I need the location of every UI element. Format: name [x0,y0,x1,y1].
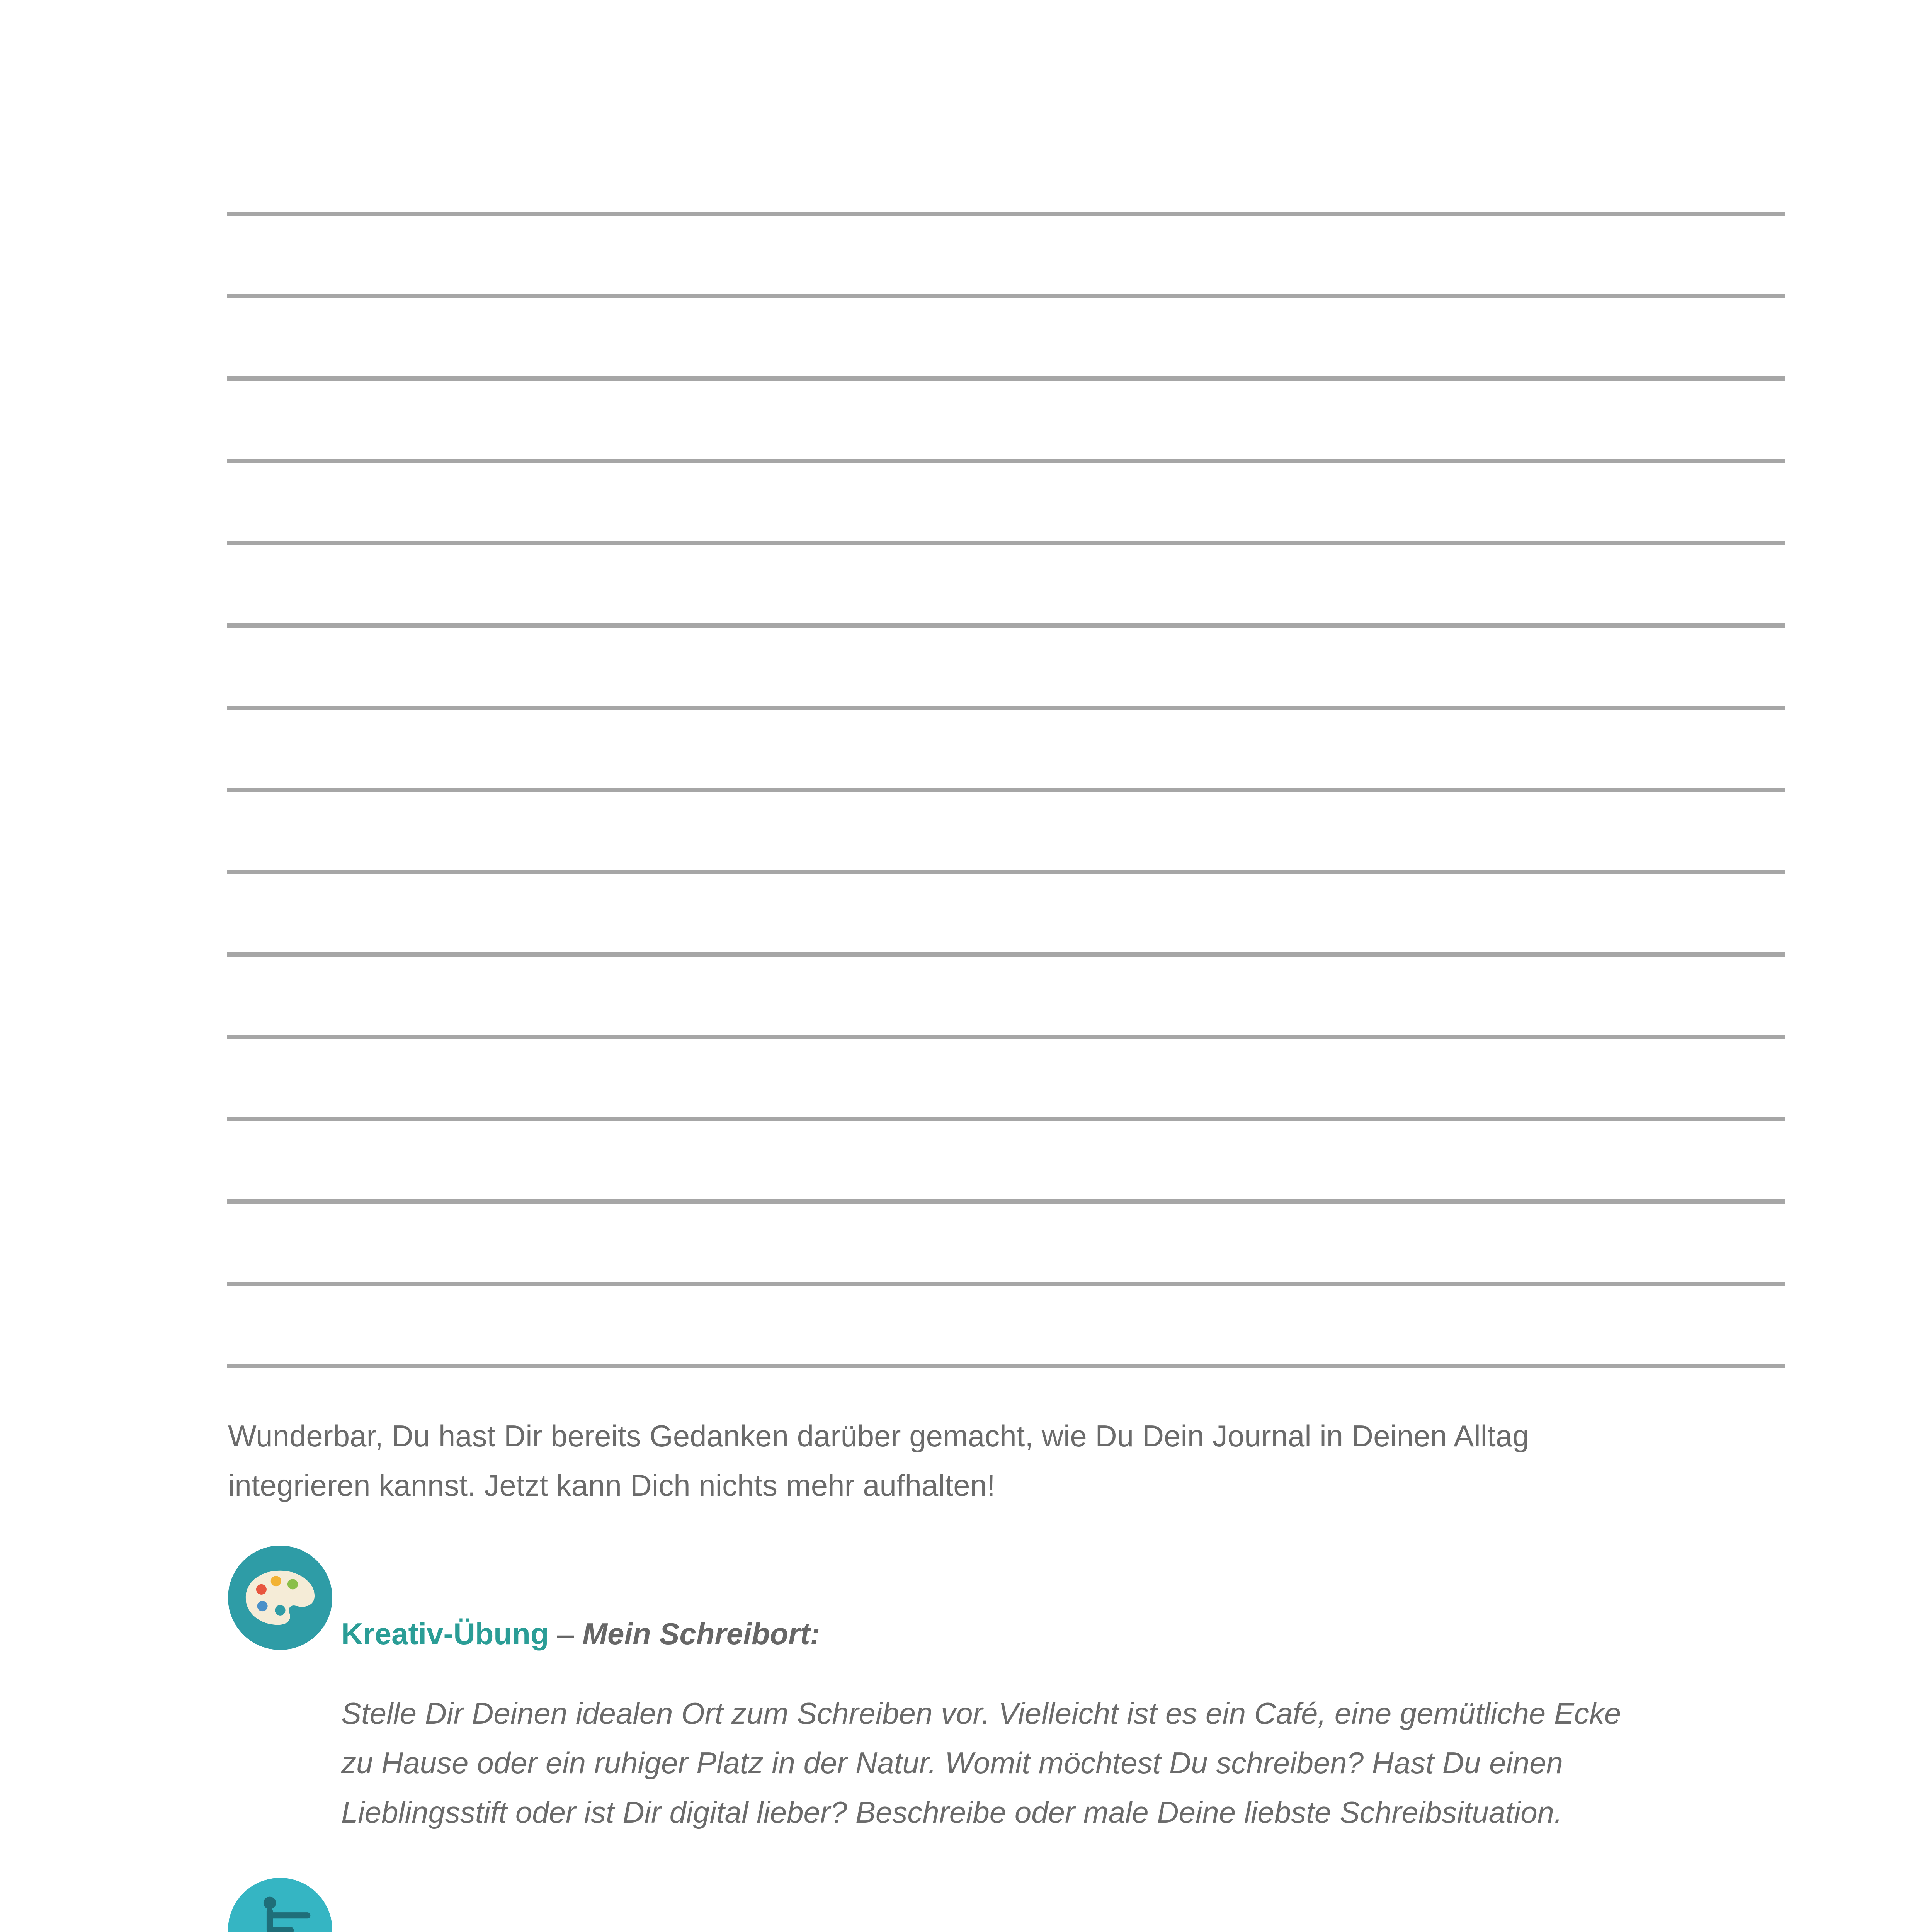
writing-line[interactable] [227,1199,1785,1204]
kreativ-subtitle: Mein Schreibort: [582,1617,820,1651]
writing-line[interactable] [227,623,1785,628]
kreativ-body-line: Stelle Dir Deinen idealen Ort zum Schreiben vor. Vielleicht ist es ein Café, eine gemütliche Ecke [341,1696,1621,1730]
writing-line[interactable] [227,952,1785,957]
kreativ-label: Kreativ-Übung [341,1617,549,1651]
intro-line-1: Wunderbar, Du hast Dir bereits Gedanken darüber gemacht, wie Du Dein Journal in Deinen Alltag [228,1419,1529,1453]
intro-line-2: integrieren kannst. Jetzt kann Dich nichts mehr aufhalten! [228,1468,995,1502]
kreativ-exercise-title [341,1614,820,1653]
writing-lines [227,0,1785,1368]
writing-line[interactable] [227,1035,1785,1039]
writing-line[interactable] [227,212,1785,216]
writing-line[interactable] [227,541,1785,545]
writing-line[interactable] [227,788,1785,792]
writing-line[interactable] [227,459,1785,463]
writing-line[interactable] [227,870,1785,874]
squat-figure-icon [228,1878,332,1932]
writing-line[interactable] [227,1117,1785,1121]
kreativ-dash: – [557,1617,574,1651]
kreativ-body-line: zu Hause oder ein ruhiger Platz in der Natur. Womit möchtest Du schreiben? Hast Du einen [341,1746,1563,1780]
palette-icon [228,1546,332,1650]
writing-line[interactable] [227,294,1785,298]
intro-paragraph [228,1411,1774,1510]
writing-line[interactable] [227,1282,1785,1286]
kreativ-body-line: Lieblingsstift oder ist Dir digital lieber? Beschreibe oder male Deine liebste Schreibsituation. [341,1795,1563,1829]
writing-line[interactable] [227,1364,1785,1368]
writing-line[interactable] [227,706,1785,710]
writing-line[interactable] [227,376,1785,381]
kreativ-body [341,1689,1732,1837]
